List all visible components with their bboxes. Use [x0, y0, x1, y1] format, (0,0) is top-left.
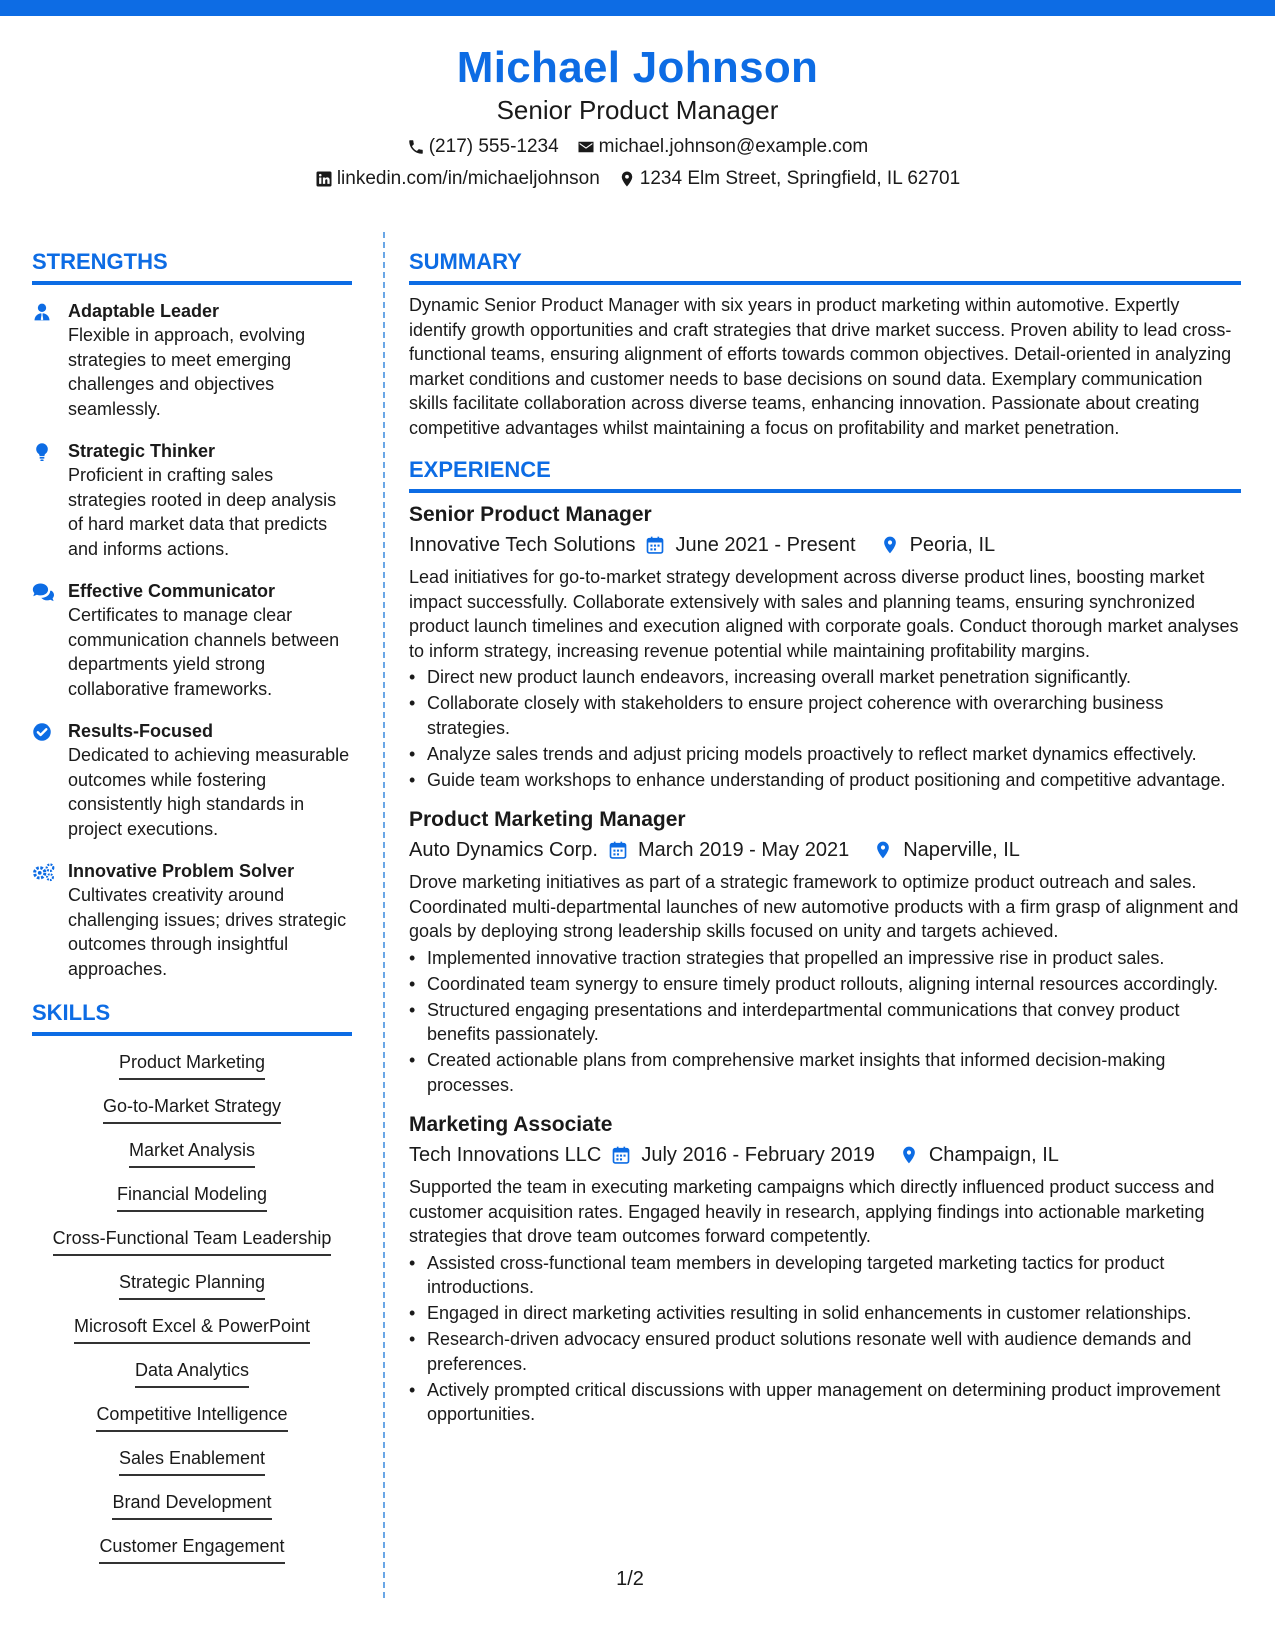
skill-item — [32, 1358, 352, 1388]
strength-item — [32, 719, 352, 841]
user-tie-icon — [32, 302, 52, 322]
skill-item — [32, 1270, 352, 1300]
company-name: Tech Innovations LLC — [409, 1144, 602, 1166]
skill-item — [32, 1182, 352, 1212]
map-marker-icon — [618, 170, 636, 188]
summary-text: Dynamic Senior Product Manager with six years in product marketing within automotive. Expertly identify growth opportunities and craft strategies that drive market success. Proven ability to lead cross-functional teams, ensuring alignment of efforts towards common objectives. Detail-oriented in analyzing market conditions and customer needs to base decisions on sound data. Exemplary communication skills facilitate collaboration across diverse teams, enhancing innovation. Passionate about creating competitive advantages whilst maintaining a focus on profitability and market penetration. — [409, 295, 1232, 438]
strengths-heading: STRENGTHS — [32, 248, 352, 285]
job-dates: July 2016 - February 2019 — [641, 1144, 875, 1166]
bullet-item: • Coordinated team synergy to ensure timely product rollouts, aligning internal resources accordingly. — [409, 972, 1241, 997]
job-bullets — [409, 1251, 1241, 1427]
bullet-item: • Direct new product launch endeavors, increasing overall market penetration significantly. — [409, 665, 1241, 690]
email-contact[interactable] — [577, 134, 869, 160]
skill-item — [32, 1446, 352, 1476]
job-meta — [409, 531, 1241, 559]
summary-heading: SUMMARY — [409, 248, 1241, 285]
job-location: Peoria, IL — [909, 534, 996, 556]
phone-icon — [407, 138, 425, 156]
skill-item — [32, 1138, 352, 1168]
strength-title: Innovative Problem Solver — [68, 861, 295, 881]
skill-label: Financial Modeling — [117, 1182, 267, 1212]
bullet-item: • Collaborate closely with stakeholders to ensure project coherence with overarching business strategies. — [409, 691, 1241, 740]
cogs-icon — [32, 862, 56, 882]
job-title: Product Marketing Manager — [409, 808, 686, 831]
left-column — [32, 248, 352, 1578]
skill-label: Competitive Intelligence — [96, 1402, 287, 1432]
skill-item — [32, 1226, 352, 1256]
skill-label: Cross-Functional Team Leadership — [53, 1226, 332, 1256]
skill-label: Sales Enablement — [119, 1446, 265, 1476]
skills-list — [32, 1050, 352, 1564]
email-text: michael.johnson@example.com — [598, 136, 869, 157]
strength-desc: Flexible in approach, evolving strategies to meet emerging challenges and objectives seamlessly. — [68, 325, 306, 419]
calendar-icon — [611, 1145, 631, 1165]
skill-label: Microsoft Excel & PowerPoint — [74, 1314, 310, 1344]
bullet-item: • Implemented innovative traction strategies that propelled an impressive rise in product sales. — [409, 946, 1241, 971]
skill-label: Strategic Planning — [119, 1270, 265, 1300]
job-dates: March 2019 - May 2021 — [637, 839, 850, 861]
skills-heading: SKILLS — [32, 999, 352, 1036]
skill-label: Brand Development — [112, 1490, 271, 1520]
job-dates: June 2021 - Present — [675, 534, 856, 556]
linkedin-icon — [315, 170, 333, 188]
strength-item — [32, 859, 352, 981]
strength-desc: Dedicated to achieving measurable outcomes while fostering consistently high standards in project executions. — [68, 745, 350, 839]
job-description: Supported the team in executing marketing campaigns which directly influenced product success and customer acquisition rates. Engaged heavily in research, applying findings into actionable marketing strategies that drove team outcomes forward competently. — [409, 1177, 1215, 1246]
strength-desc: Cultivates creativity around challenging issues; drives strategic outcomes through insightful approaches. — [68, 885, 347, 979]
experience-heading: EXPERIENCE — [409, 456, 1241, 493]
strength-title: Strategic Thinker — [68, 441, 216, 461]
linkedin-text: linkedin.com/in/michaeljohnson — [336, 168, 600, 189]
address-contact — [618, 166, 960, 192]
bullet-item: • Engaged in direct marketing activities resulting in solid enhancements in customer relationships. — [409, 1301, 1241, 1326]
map-marker-icon — [873, 840, 893, 860]
linkedin-contact[interactable] — [315, 166, 600, 192]
contact-line-2 — [0, 166, 1275, 192]
bullet-item: • Assisted cross-functional team members in developing targeted marketing tactics for product introductions. — [409, 1251, 1241, 1300]
phone-contact — [407, 134, 559, 160]
page-number: 1/2 — [616, 1568, 644, 1590]
skill-item — [32, 1094, 352, 1124]
bullet-item: • Structured engaging presentations and interdepartmental communications that convey product benefits passionately. — [409, 998, 1241, 1047]
skill-label: Customer Engagement — [99, 1534, 284, 1564]
job-entry — [409, 501, 1241, 792]
skill-label: Go-to-Market Strategy — [103, 1094, 281, 1124]
right-column — [409, 248, 1241, 1428]
job-location: Naperville, IL — [903, 839, 1020, 861]
skill-label: Data Analytics — [135, 1358, 249, 1388]
skill-item — [32, 1314, 352, 1344]
calendar-icon — [608, 840, 628, 860]
strengths-list — [32, 299, 352, 981]
job-meta — [409, 836, 1241, 864]
job-description: Lead initiatives for go-to-market strategy development across diverse product lines, boosting market impact successfully. Collaborate extensively with sales and planning teams, ensuring synchronized product launch timelines and execution aligned with corporate goals. Conduct thorough market analyses to inform strategy, increasing revenue potential while maintaining profitability margins. — [409, 567, 1239, 661]
bullet-item: • Analyze sales trends and adjust pricing models proactively to reflect market dynamics effectively. — [409, 742, 1241, 767]
check-circle-icon — [32, 722, 52, 742]
skill-item — [32, 1490, 352, 1520]
calendar-icon — [645, 535, 665, 555]
lightbulb-icon — [32, 442, 52, 462]
skill-label: Market Analysis — [129, 1138, 255, 1168]
phone-text: (217) 555-1234 — [428, 136, 559, 157]
job-entry — [409, 1111, 1241, 1427]
job-title: Senior Product Manager — [409, 503, 652, 526]
strength-title: Adaptable Leader — [68, 301, 220, 321]
strength-title: Effective Communicator — [68, 581, 276, 601]
map-marker-icon — [899, 1145, 919, 1165]
job-location: Champaign, IL — [928, 1144, 1059, 1166]
company-name: Innovative Tech Solutions — [409, 534, 636, 556]
skill-item — [32, 1050, 352, 1080]
skill-label: Product Marketing — [119, 1050, 265, 1080]
skill-item — [32, 1402, 352, 1432]
strength-item — [32, 439, 352, 561]
job-title: Marketing Associate — [409, 1113, 613, 1136]
strength-desc: Certificates to manage clear communication channels between departments yield strong collaborative frameworks. — [68, 605, 340, 699]
bullet-item: • Research-driven advocacy ensured product solutions resonate well with audience demands and preferences. — [409, 1327, 1241, 1376]
bullet-item: • Guide team workshops to enhance understanding of product positioning and competitive advantage. — [409, 768, 1241, 793]
job-entry — [409, 806, 1241, 1097]
job-meta — [409, 1141, 1241, 1169]
map-marker-icon — [880, 535, 900, 555]
job-bullets — [409, 665, 1241, 792]
address-text: 1234 Elm Street, Springfield, IL 62701 — [639, 168, 961, 189]
strength-item — [32, 299, 352, 421]
job-bullets — [409, 946, 1241, 1098]
bullet-item: • Actively prompted critical discussions with upper management on determining product improvement opportunities. — [409, 1378, 1241, 1427]
strength-item — [32, 579, 352, 701]
company-name: Auto Dynamics Corp. — [409, 839, 598, 861]
top-accent-bar — [0, 0, 1275, 16]
job-description: Drove marketing initiatives as part of a strategic framework to optimize product outreach and sales. Coordinated multi-departmental launches of new automotive products with a firm grasp of alignment and goals by deploying strong leadership skills focused on unity and targets achieved. — [409, 872, 1239, 941]
skill-item — [32, 1534, 352, 1564]
resume-header — [0, 42, 1275, 192]
column-divider — [383, 232, 385, 1598]
comments-icon — [32, 582, 54, 602]
candidate-name: Michael Johnson — [456, 43, 819, 92]
contact-line-1 — [0, 134, 1275, 160]
strength-title: Results-Focused — [68, 721, 214, 741]
candidate-title: Senior Product Manager — [496, 95, 779, 125]
envelope-icon — [577, 138, 595, 156]
strength-desc: Proficient in crafting sales strategies rooted in deep analysis of hard market data that predicts and informs actions. — [68, 465, 337, 559]
bullet-item: • Created actionable plans from comprehensive market insights that informed decision-making processes. — [409, 1048, 1241, 1097]
